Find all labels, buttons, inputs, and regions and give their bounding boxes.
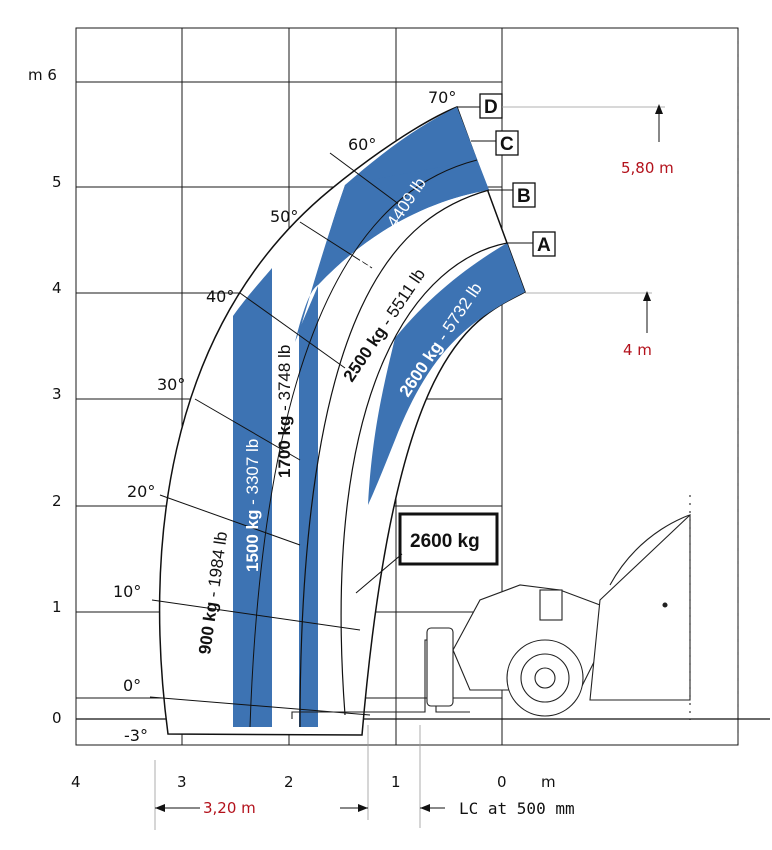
zone-label-1700: 1700 kg - 3748 lb <box>275 344 294 478</box>
angle-10: 10° <box>113 582 142 601</box>
y-tick-2: 2 <box>52 492 62 510</box>
marker-a: A <box>537 235 551 256</box>
y-axis-unit-label: m 6 <box>28 66 57 84</box>
y-tick-3: 3 <box>52 385 62 403</box>
angle-60: 60° <box>348 135 377 154</box>
marker-d: D <box>484 97 498 118</box>
load-centre-label: LC at 500 mm <box>459 799 575 818</box>
zone-label-1500: 1500 kg - 3307 lb <box>243 438 262 572</box>
zone-label-2000: 2000 kg - 4409 lb <box>339 174 430 296</box>
x-tick-1: 1 <box>391 773 401 791</box>
zone-label-900: 900 kg - 1984 lb <box>195 530 232 656</box>
x-tick-3: 3 <box>177 773 187 791</box>
max-height-label: 5,80 m <box>621 159 674 177</box>
angle-70: 70° <box>428 88 457 107</box>
marker-c: C <box>500 134 514 155</box>
x-tick-4: 4 <box>71 773 81 791</box>
y-tick-1: 1 <box>52 598 62 616</box>
x-tick-2: 2 <box>284 773 294 791</box>
angle-0: 0° <box>123 676 142 695</box>
x-axis-unit: m <box>541 773 556 791</box>
angle-40: 40° <box>206 287 235 306</box>
angle-30: 30° <box>157 375 186 394</box>
marker-b: B <box>517 186 531 207</box>
zone-label-2500: 2500 kg - 5511 lb <box>339 265 430 386</box>
y-tick-4: 4 <box>52 279 62 297</box>
reach-label: 3,20 m <box>203 799 256 817</box>
x-tick-0: 0 <box>497 773 507 791</box>
retracted-height-label: 4 m <box>623 341 652 359</box>
max-load-label: 2600 kg <box>410 531 480 552</box>
angle-minus-3: -3° <box>124 726 148 745</box>
y-tick-5: 5 <box>52 173 62 191</box>
zone-label-2600: 2600 kg - 5732 lb <box>395 279 486 401</box>
y-tick-0: 0 <box>52 709 62 727</box>
angle-50: 50° <box>270 207 299 226</box>
angle-20: 20° <box>127 482 156 501</box>
